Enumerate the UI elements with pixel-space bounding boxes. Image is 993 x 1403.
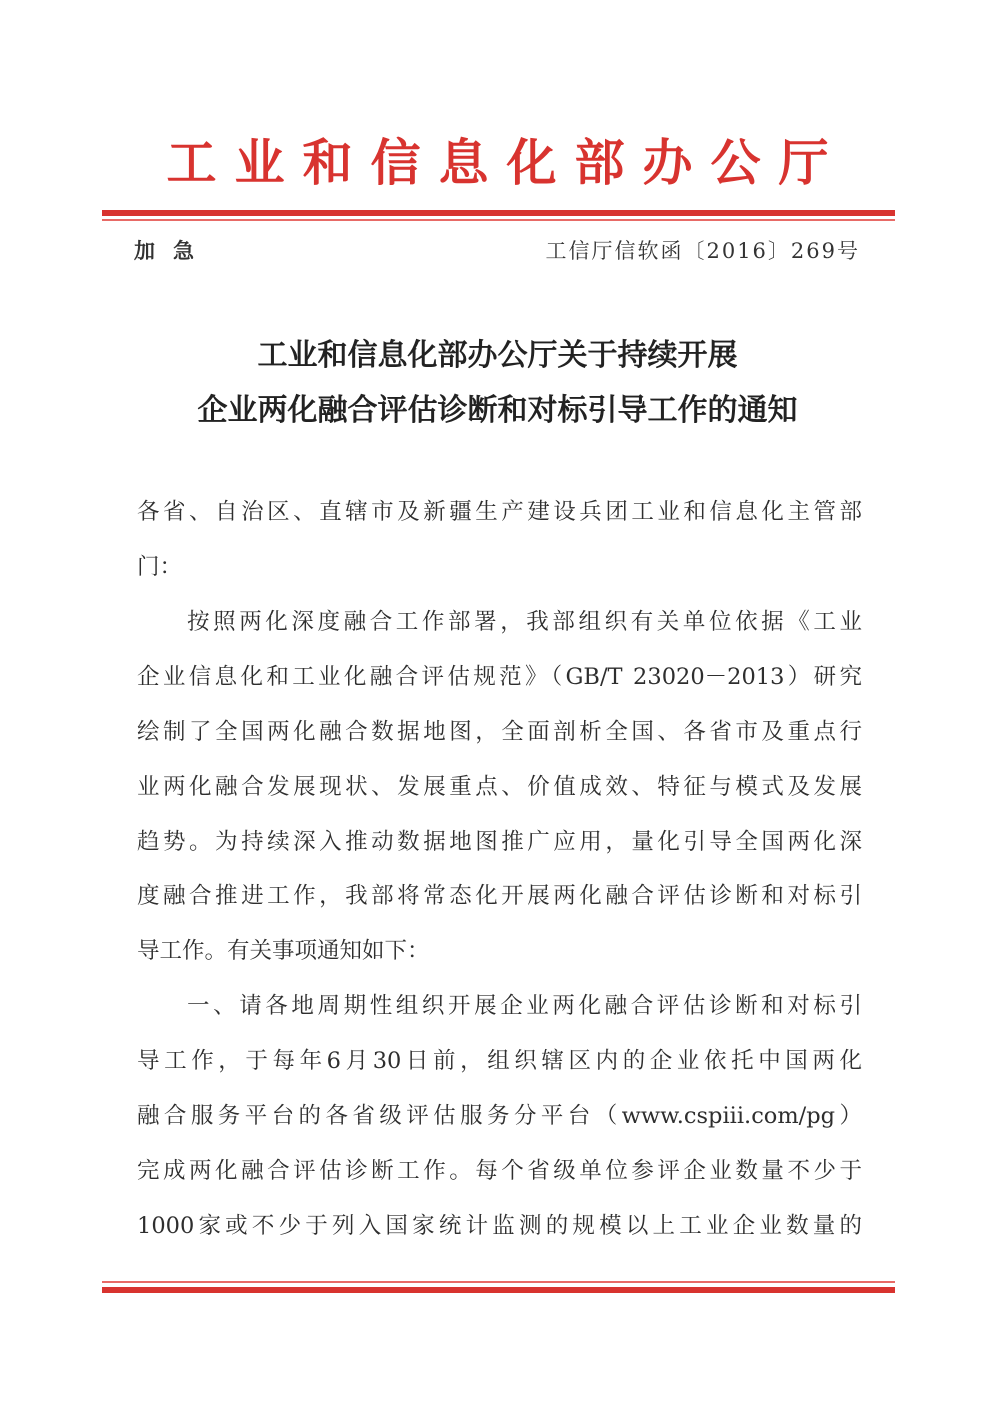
body-line: 业两化融合发展现状、发展重点、价值成效、特征与模式及发展 — [137, 774, 862, 800]
footer-red-rule-thin — [102, 1281, 895, 1283]
body-line: 各省、自治区、直辖市及新疆生产建设兵团工业和信息化主管部 — [137, 499, 862, 525]
issuing-authority-header: 工业和信息化部办公厅 — [166, 133, 847, 192]
body-line: 导工作。有关事项通知如下： — [137, 938, 430, 964]
body-line: 度融合推进工作，我部将常态化开展两化融合评估诊断和对标引 — [137, 883, 862, 909]
document-title-line-1: 工业和信息化部办公厅关于持续开展 — [257, 338, 738, 373]
body-line: 按照两化深度融合工作部署，我部组织有关单位依据《工业 — [187, 609, 862, 635]
body-line: 一、请各地周期性组织开展企业两化融合评估诊断和对标引 — [187, 993, 862, 1019]
body-line: 导工作，于每年6月30日前，组织辖区内的企业依托中国两化 — [137, 1048, 862, 1074]
body-line: 门： — [137, 554, 183, 580]
body-line: 趋势。为持续深入推动数据地图推广应用，量化引导全国两化深 — [137, 829, 862, 855]
header-red-rule-thin — [102, 219, 895, 221]
body-line: 绘制了全国两化融合数据地图，全面剖析全国、各省市及重点行 — [137, 719, 862, 745]
body-line: 1000家或不少于列入国家统计监测的规模以上工业企业数量的 — [137, 1213, 862, 1239]
document-number: 工信厅信软函〔2016〕269号 — [545, 239, 860, 263]
urgency-label: 加急 — [134, 239, 212, 263]
body-line: 企业信息化和工业化融合评估规范》（GB/T 23020－2013）研究 — [137, 664, 862, 690]
body-line: 融合服务平台的各省级评估服务分平台（www.cspiii.com/pg） — [137, 1103, 862, 1129]
header-red-rule — [102, 210, 895, 216]
body-line: 完成两化融合评估诊断工作。每个省级单位参评企业数量不少于 — [137, 1158, 862, 1184]
footer-red-rule — [102, 1287, 895, 1293]
document-title-line-2: 企业两化融合评估诊断和对标引导工作的通知 — [197, 393, 798, 428]
